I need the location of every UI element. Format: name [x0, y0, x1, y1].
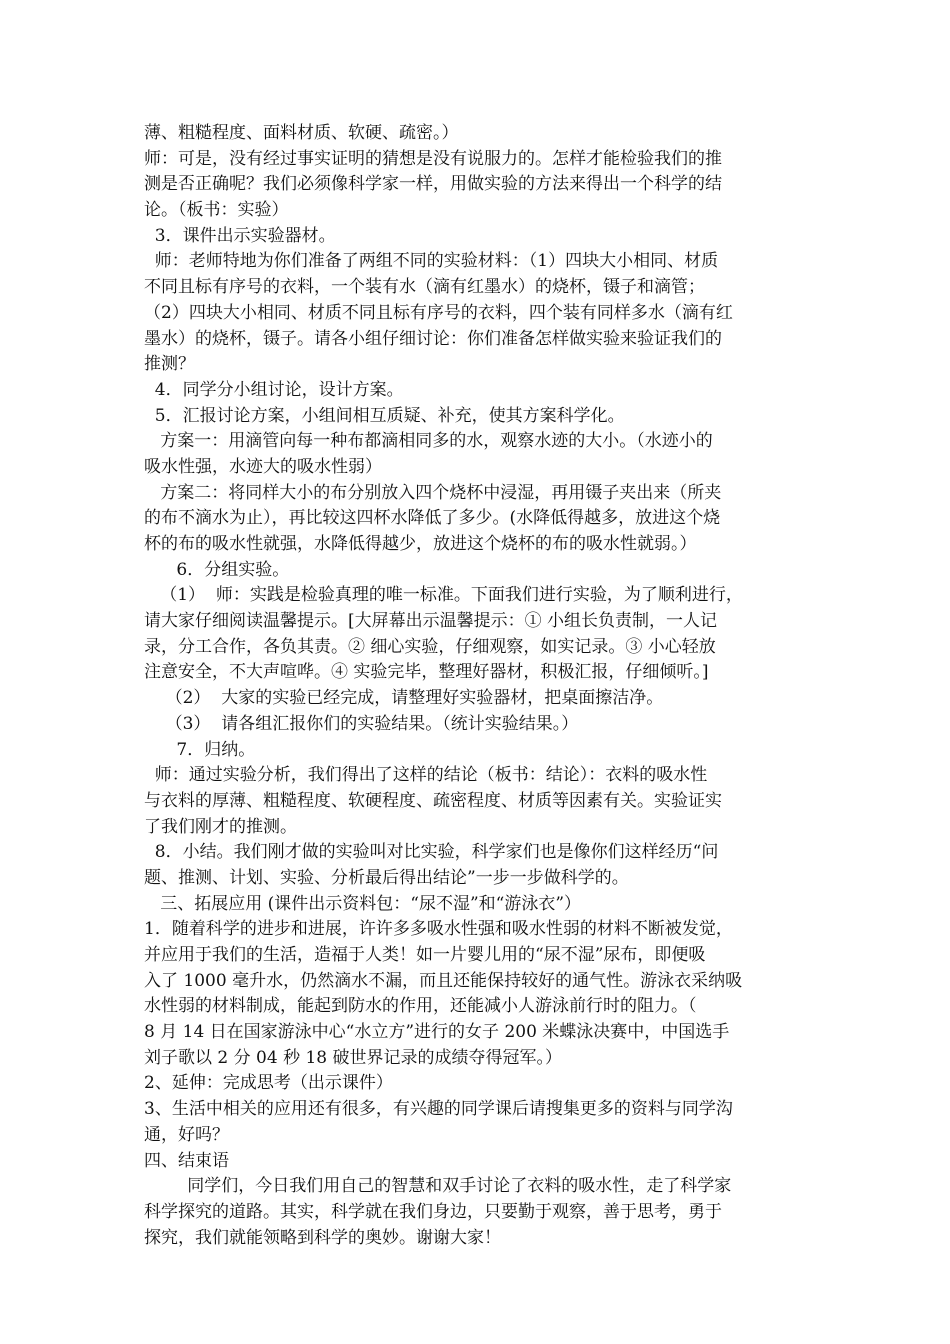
text-line: 师：老师特地为你们准备了两组不同的实验材料：（1）四块大小相同、材质: [144, 251, 719, 272]
text-line: 测是否正确呢？我们必须像科学家一样，用做实验的方法来得出一个科学的结: [144, 174, 722, 195]
text-line: （2）四块大小相同、材质不同且标有序号的衣料，四个装有同样多水（滴有红: [144, 302, 733, 323]
text-line: 论。（板书：实验）: [144, 200, 289, 221]
text-line: 推测？: [144, 354, 195, 375]
text-line: 的布不滴水为止），再比较这四杯水降低了多少。(水降低得越多，放进这个烧: [144, 508, 721, 529]
text-line: 3、生活中相关的应用还有很多，有兴趣的同学课后请搜集更多的资料与同学沟: [144, 1099, 733, 1120]
text-line: 方案二：将同样大小的布分别放入四个烧杯中浸湿，再用镊子夹出来（所夹: [144, 482, 722, 503]
text-line: 入了 1000 毫升水，仍然滴水不漏，而且还能保持较好的通气性。游泳衣采纳吸: [144, 970, 743, 991]
text-line: 师：可是，没有经过事实证明的猜想是没有说服力的。怎样才能检验我们的推: [144, 148, 722, 169]
text-line: 7．归纳。: [144, 739, 256, 760]
text-line: 1．随着科学的进步和进展，许许多多吸水性强和吸水性弱的材料不断被发觉，: [144, 919, 733, 940]
text-line: 请大家仔细阅读温馨提示。[大屏幕出示温馨提示：① 小组长负责制，一人记: [144, 611, 718, 632]
text-line: （2） 大家的实验已经完成，请整理好实验器材，把桌面擦洁净。: [144, 688, 664, 709]
text-line: 杯的布的吸水性就强，水降低得越少，放进这个烧杯的布的吸水性就弱。）: [144, 534, 697, 554]
document-body: [144, 121, 834, 1251]
text-line: 并应用于我们的生活，造福于人类！如一片婴儿用的“尿不湿”尿布，即便吸: [144, 945, 706, 965]
text-line: 注意安全，不大声喧哗。④ 实验完毕，整理好器材，积极汇报，仔细倾听。]: [144, 662, 709, 683]
text-line: 3．课件出示实验器材。: [144, 225, 336, 246]
text-line: 8 月 14 日在国家游泳中心“水立方”进行的女子 200 米蝶泳决赛中，中国选手: [144, 1022, 730, 1043]
text-line: 5．汇报讨论方案，小组间相互质疑、补充，使其方案科学化。: [144, 405, 625, 426]
text-line: 科学探究的道路。其实，科学就在我们身边，只要勤于观察，善于思考，勇于: [144, 1201, 722, 1222]
text-line: （3） 请各组汇报你们的实验结果。（统计实验结果。）: [144, 713, 579, 734]
text-line: 同学们，今日我们用自己的智慧和双手讨论了衣料的吸水性，走了科学家: [144, 1176, 732, 1197]
text-line: 通，好吗？: [144, 1124, 229, 1145]
text-line: 4．同学分小组讨论，设计方案。: [144, 379, 404, 400]
text-line: 方案一：用滴管向每一种布都滴相同多的水，观察水迹的大小。（水迹小的: [144, 431, 713, 452]
text-line: 水性弱的材料制成，能起到防水的作用，还能减小人游泳前行时的阻力。（: [144, 996, 697, 1017]
text-line: 三、拓展应用 (课件出示资料包：“尿不湿”和“游泳衣”）: [144, 893, 582, 914]
text-line: 刘子歌以 2 分 04 秒 18 破世界记录的成绩夺得冠军。）: [144, 1047, 563, 1068]
text-line: 四、结束语: [144, 1150, 229, 1171]
text-line: 2、延伸：完成思考（出示课件）: [144, 1073, 393, 1094]
text-line: 与衣料的厚薄、粗糙程度、软硬程度、疏密程度、材质等因素有关。实验证实: [144, 790, 722, 811]
text-line: 录，分工合作，各负其责。② 细心实验，仔细观察，如实记录。③ 小心轻放: [144, 636, 716, 657]
text-line: 吸水性强，水迹大的吸水性弱）: [144, 456, 382, 477]
text-line: 题、推测、计划、实验、分析最后得出结论”一步一步做科学的。: [144, 867, 629, 888]
text-line: 6．分组实验。: [144, 559, 290, 580]
text-line: 薄、粗糙程度、面料材质、软硬、疏密。）: [144, 123, 459, 143]
text-line: 墨水）的烧杯，镊子。请各小组仔细讨论：你们准备怎样做实验来验证我们的: [144, 328, 722, 349]
text-line: （1） 师：实践是检验真理的唯一标准。下面我们进行实验，为了顺利进行，: [144, 585, 743, 606]
text-line: 不同且标有序号的衣料，一个装有水（滴有红墨水）的烧杯，镊子和滴管；: [144, 277, 705, 298]
text-line: 了我们刚才的推测。: [144, 816, 297, 837]
text-line: 8．小结。我们刚才做的实验叫对比实验，科学家们也是像你们这样经历“问: [144, 842, 719, 863]
text-line: 师：通过实验分析，我们得出了这样的结论（板书：结论）：衣料的吸水性: [144, 765, 708, 786]
text-line: 探究，我们就能领略到科学的奥妙。谢谢大家！: [144, 1227, 501, 1248]
